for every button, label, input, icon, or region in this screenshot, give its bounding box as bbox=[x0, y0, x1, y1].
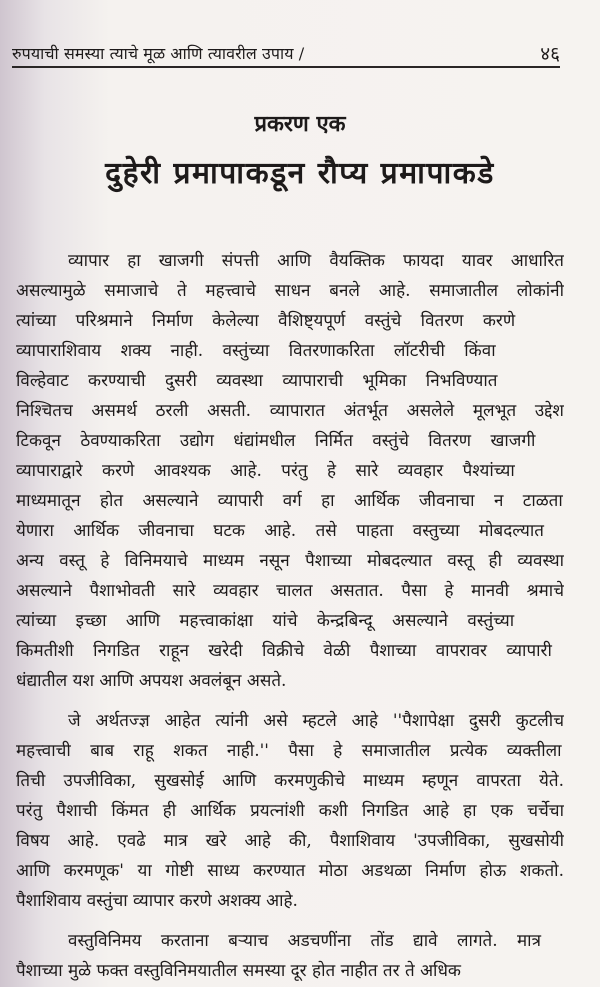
text-line: महत्त्वाची बाब राहू शकत नाही.'' पैसा हे समाजातील प्रत्येक व्यक्तीला bbox=[16, 741, 562, 761]
text-line: त्यांच्या परिश्रमाने निर्माण केलेल्या वैशिष्ट्यपूर्ण वस्तुंचे वितरण करणे bbox=[16, 311, 516, 331]
paragraph bbox=[16, 246, 564, 696]
text-line: येणारा आर्थिक जीवनाचा घटक आहे. तसे पाहता वस्तुच्या मोबदल्यात bbox=[16, 521, 544, 541]
text-line: असल्यामुळे समाजाचे ते महत्त्वाचे साधन बनले आहे. समाजातील लोकांनी bbox=[16, 281, 564, 301]
text-line: व्यापाराद्वारे करणे आवश्यक आहे. परंतु हे सारे व्यवहार पैश्यांच्या bbox=[16, 461, 515, 481]
text-line: तिची उपजीविका, सुखसोई आणि करमणुकीचे माध्यम म्हणून वापरता येते. bbox=[16, 771, 564, 791]
text-line: परंतु पैशाची किंमत ही आर्थिक प्रयत्नांशी कशी निगडित आहे हा एक चर्चेचा bbox=[16, 801, 564, 821]
text-line: विषय आहे. एवढे मात्र खरे आहे की, पैशाशिवाय 'उपजीविका, सुखसोयी bbox=[16, 831, 564, 851]
paragraph-gap bbox=[16, 916, 564, 926]
text-line: धंद्यातील यश आणि अपयश अवलंबून असते. bbox=[16, 671, 287, 691]
running-header-title: रुपयाची समस्या त्याचे मूळ आणि त्यावरील उपाय / bbox=[12, 44, 305, 63]
text-line: माध्यमातून होत असल्याने व्यापारी वर्ग हा आर्थिक जीवनाचा न टाळता bbox=[16, 491, 563, 511]
paragraph bbox=[16, 926, 564, 986]
text-line: टिकवून ठेवण्याकरिता उद्योग धंद्यांमधील निर्मित वस्तुंचे वितरण खाजगी bbox=[16, 431, 536, 451]
text-line: अन्य वस्तू हे विनिमयाचे माध्यम नसून पैशाच्या मोबदल्यात वस्तू ही व्यवस्था bbox=[16, 551, 564, 571]
chapter-title: दुहेरी प्रमापाकडून रौप्य प्रमापाकडे bbox=[105, 156, 495, 191]
text-line: विल्हेवाट करण्याची दुसरी व्यवस्था व्यापाराची भूमिका निभविण्यात bbox=[16, 371, 498, 391]
chapter-label: प्रकरण एक bbox=[254, 111, 346, 137]
running-header bbox=[12, 40, 560, 68]
text-line: पैशाशिवाय वस्तुंचा व्यापार करणे अशक्य आहे. bbox=[16, 891, 298, 911]
text-line: असल्याने पैशाभोवती सारे व्यवहार चालत असतात. पैसा हे मानवी श्रमाचे bbox=[16, 581, 564, 601]
body-text bbox=[16, 246, 564, 986]
text-line: जे अर्थतज्ज्ञ आहेत त्यांनी असे म्हटले आहे ''पैशापेक्षा दुसरी कुटलीच bbox=[68, 711, 564, 731]
text-line: व्यापार हा खाजगी संपत्ती आणि वैयक्तिक फायदा यावर आधारित bbox=[68, 251, 564, 271]
text-line: किमतीशी निगडित राहून खरेदी विक्रीचे वेळी पैशाच्या वापरावर व्यापारी bbox=[16, 641, 552, 661]
text-line: त्यांच्या इच्छा आणि महत्त्वाकांक्षा यांचे केन्द्रबिन्दू असल्याने वस्तुंच्या bbox=[16, 611, 515, 631]
paragraph-gap bbox=[16, 696, 564, 706]
text-line: वस्तुविनिमय करताना बऱ्याच अडचणींना तोंड द्यावे लागते. मात्र bbox=[68, 931, 541, 951]
paragraph bbox=[16, 706, 564, 916]
text-line: आणि करमणूक' या गोष्टी साध्य करण्यात मोठा अडथळा निर्माण होऊ शकतो. bbox=[16, 861, 564, 881]
text-line: पैशाच्या मुळे फक्त वस्तुविनिमयातील समस्या दूर होत नाहीत तर ते अधिक bbox=[16, 961, 461, 981]
page-number: ४६ bbox=[540, 43, 560, 65]
text-line: व्यापाराशिवाय शक्य नाही. वस्तुंच्या वितरणाकरिता लॉटरीची किंवा bbox=[16, 341, 496, 361]
text-line: निश्चितच असमर्थ ठरली असती. व्यापारात अंतर्भूत असलेले मूलभूत उद्देश bbox=[16, 401, 564, 421]
